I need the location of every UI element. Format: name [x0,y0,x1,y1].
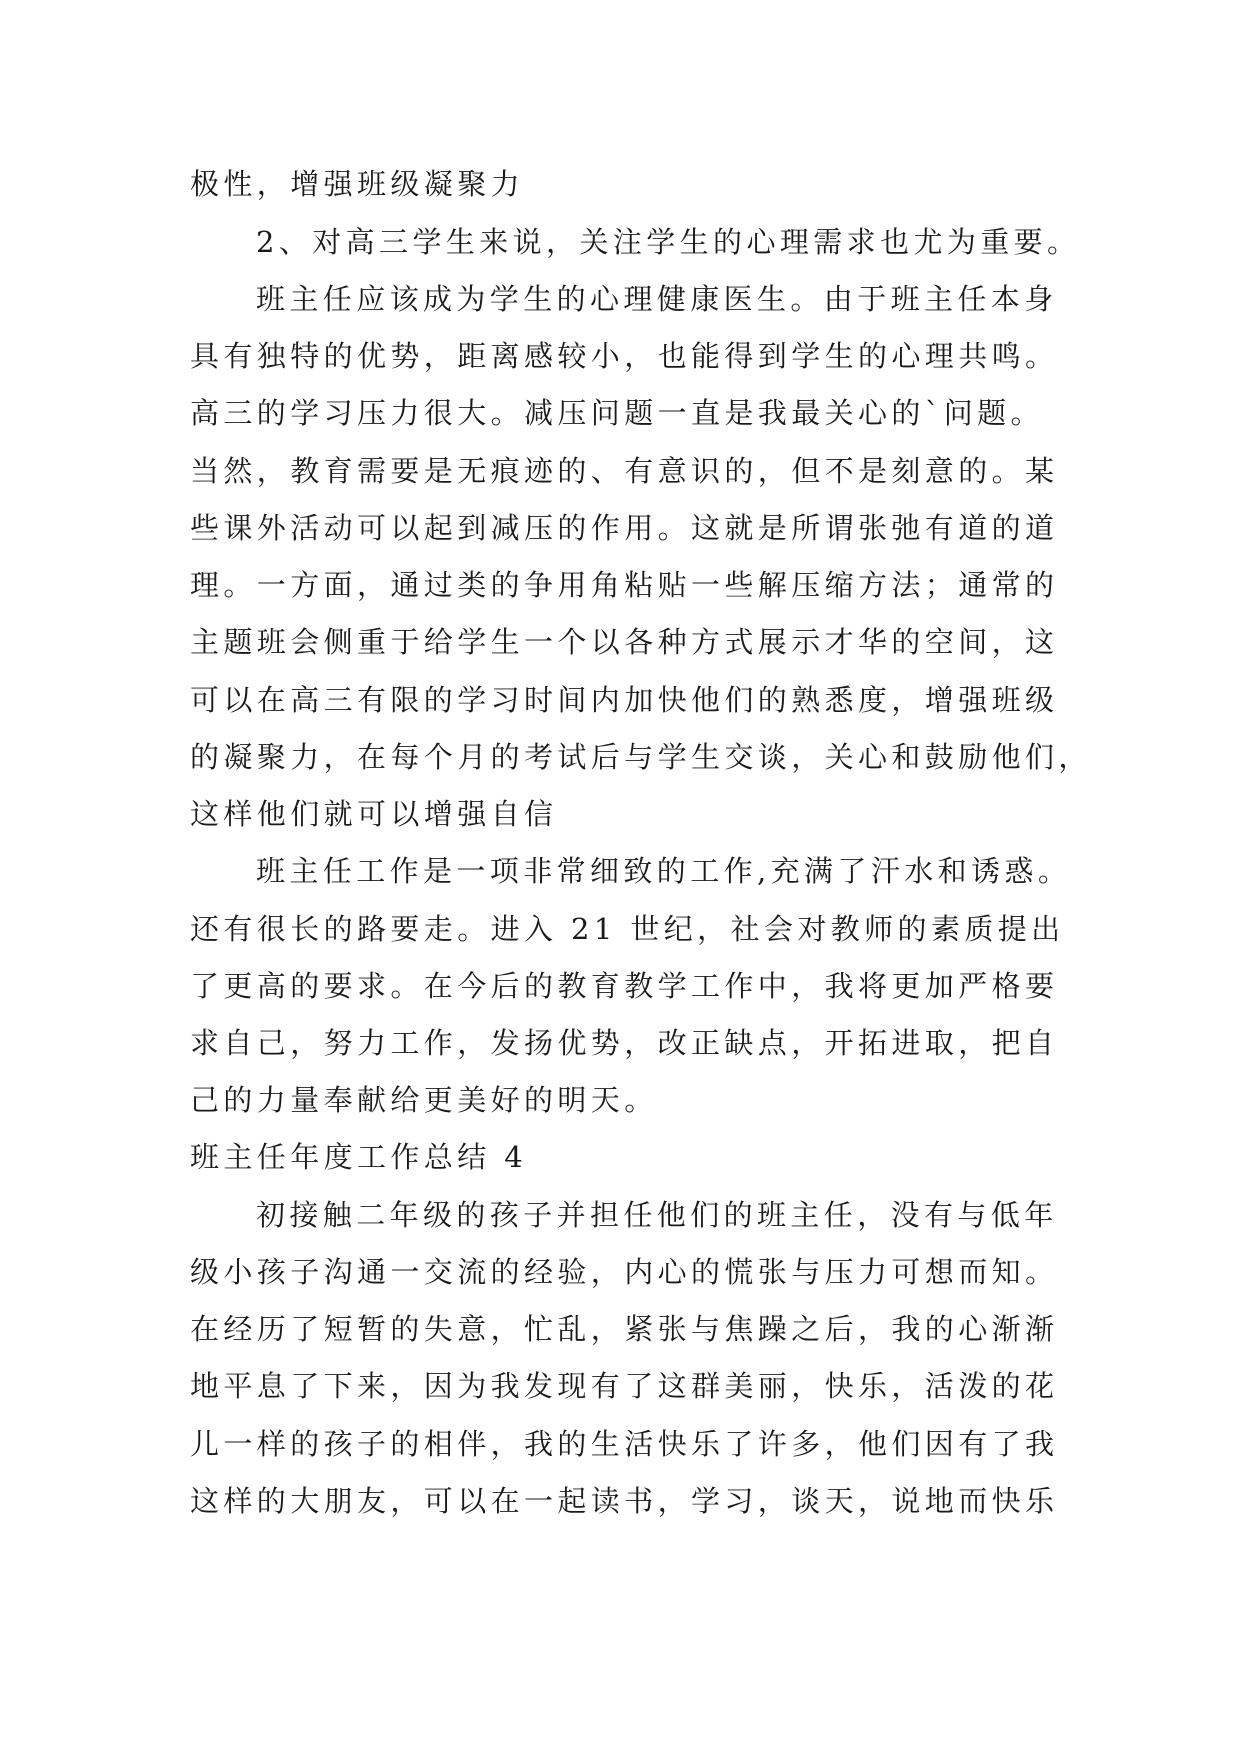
text-line: 可以在高三有限的学习时间内加快他们的熟悉度，增强班级 [190,683,1059,717]
text-line: 这样他们就可以增强自信 [190,797,558,831]
text-line: 具有独特的优势，距离感较小，也能得到学生的心理共鸣。 [190,339,1059,373]
text-line: 高三的学习压力很大。减压问题一直是我最关心的`问题。 [190,396,1044,430]
text-line: 在经历了短暂的失意，忙乱，紧张与焦躁之后，我的心渐渐 [190,1312,1059,1346]
text-line: 还有很长的路要走。进入 21 世纪，社会对教师的素质提出 [190,912,1065,946]
text-line: 级小孩子沟通一交流的经验，内心的慌张与压力可想而知。 [190,1255,1059,1289]
text-line: 初接触二年级的孩子并担任他们的班主任，没有与低年 [256,1198,1058,1232]
text-line: 己的力量奉献给更美好的明天。 [190,1083,658,1117]
text-line: 了更高的要求。在今后的教育教学工作中，我将更加严格要 [190,969,1059,1003]
section-heading: 班主任年度工作总结 4 [190,1140,528,1174]
text-line: 理。一方面，通过类的争用角粘贴一些解压缩方法；通常的 [190,568,1059,602]
text-line: 的凝聚力，在每个月的考试后与学生交谈，关心和鼓励他们， [190,740,1092,774]
text-line: 这样的大朋友，可以在一起读书，学习，谈天，说地而快乐 [190,1484,1059,1518]
text-line: 2、对高三学生来说，关注学生的心理需求也尤为重要。 [256,225,1081,259]
text-line: 儿一样的孩子的相伴，我的生活快乐了许多，他们因有了我 [190,1427,1059,1461]
text-line: 求自己，努力工作，发扬优势，改正缺点，开拓进取，把自 [190,1026,1059,1060]
text-line: 地平息了下来，因为我发现有了这群美丽，快乐，活泼的花 [190,1369,1059,1403]
text-line: 些课外活动可以起到减压的作用。这就是所谓张弛有道的道 [190,511,1059,545]
text-line: 极性，增强班级凝聚力 [190,167,525,201]
text-line: 当然，教育需要是无痕迹的、有意识的，但不是刻意的。某 [190,454,1059,488]
text-line: 班主任应该成为学生的心理健康医生。由于班主任本身 [256,282,1058,316]
text-line: 主题班会侧重于给学生一个以各种方式展示才华的空间，这 [190,625,1059,659]
text-line: 班主任工作是一项非常细致的工作,充满了汗水和诱惑。 [256,854,1072,888]
